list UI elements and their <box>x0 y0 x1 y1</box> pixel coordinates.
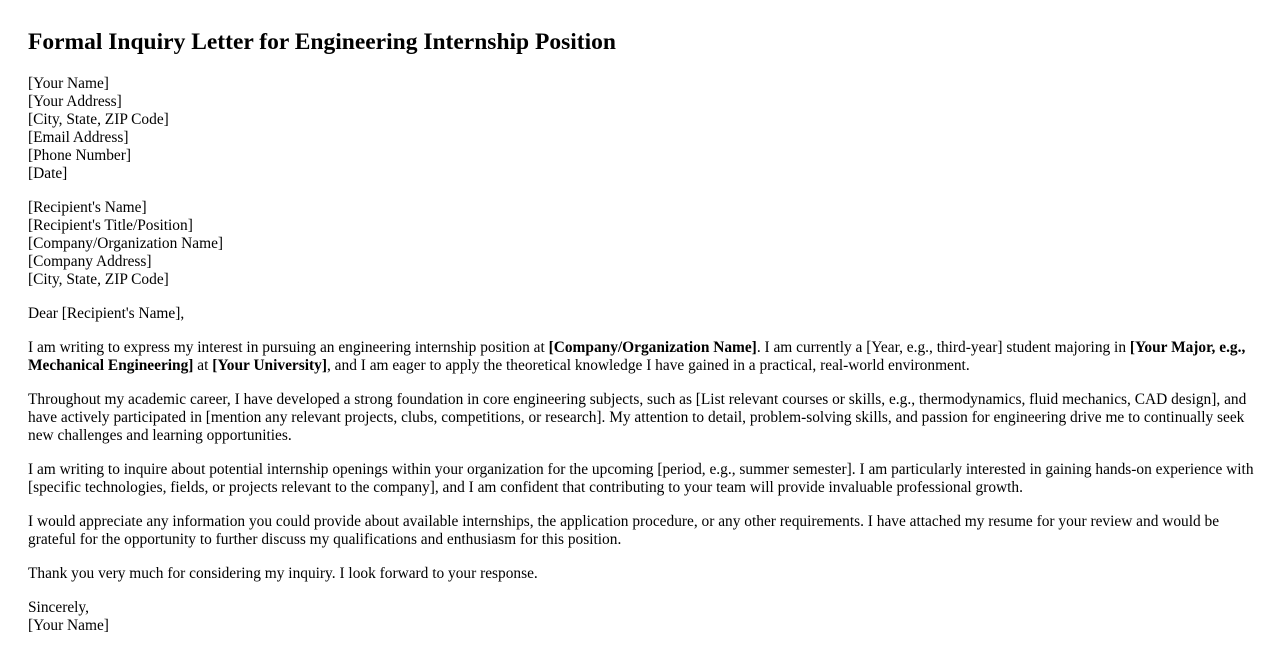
sender-email: [Email Address] <box>28 129 129 146</box>
paragraph-request: I would appreciate any information you could provide about available internships, the application procedure, or any other requirements. I have attached my resume for your review and would be grateful for the opportunity to further discuss my qualifications and enthusiasm for this position. <box>28 513 1220 548</box>
signature-block <box>28 599 1260 635</box>
university-bold: [Your University] <box>212 357 327 374</box>
para1-text-1: I am writing to express my interest in pursuing an engineering internship position at <box>28 339 549 356</box>
recipient-title: [Recipient's Title/Position] <box>28 217 193 234</box>
sender-name: [Your Name] <box>28 75 109 92</box>
para1-text-2: . I am currently a [Year, e.g., third-year] student majoring in <box>756 339 1130 356</box>
closing: Sincerely, <box>28 599 89 616</box>
sender-address-block <box>28 75 1260 183</box>
para1-text-3: at <box>193 357 213 374</box>
paragraph-background: Throughout my academic career, I have developed a strong foundation in core engineering subjects, such as [List relevant courses or skills, e.g., thermodynamics, fluid mechanics, CAD design], and have actively participated in [mention any relevant projects, clubs, competitions, or research]. My attention to detail, problem-solving skills, and passion for engineering drive me to continually seek new challenges and learning opportunities. <box>28 391 1247 444</box>
salutation: Dear [Recipient's Name], <box>28 305 185 322</box>
recipient-company: [Company/Organization Name] <box>28 235 224 252</box>
letter-date: [Date] <box>28 165 68 182</box>
recipient-address-block <box>28 199 1260 289</box>
signature-name: [Your Name] <box>28 617 109 634</box>
recipient-name: [Recipient's Name] <box>28 199 147 216</box>
sender-city-state-zip: [City, State, ZIP Code] <box>28 111 169 128</box>
para1-text-4: , and I am eager to apply the theoretical knowledge I have gained in a practical, real-world environment. <box>326 357 970 374</box>
page-title: Formal Inquiry Letter for Engineering Internship Position <box>28 29 616 55</box>
recipient-city-state-zip: [City, State, ZIP Code] <box>28 271 169 288</box>
paragraph-interest <box>28 339 1260 375</box>
major-bold: [Your Major, e.g., Mechanical Engineering] <box>28 339 1246 374</box>
paragraph-thanks: Thank you very much for considering my inquiry. I look forward to your response. <box>28 565 538 582</box>
sender-address: [Your Address] <box>28 93 122 110</box>
recipient-address: [Company Address] <box>28 253 152 270</box>
company-name-bold: [Company/Organization Name] <box>548 339 757 356</box>
sender-phone: [Phone Number] <box>28 147 132 164</box>
paragraph-inquiry: I am writing to inquire about potential internship openings within your organization for the upcoming [period, e.g., summer semester]. I am particularly interested in gaining hands-on experience with [specific technologies, fields, or projects relevant to the company], and I am confident that contributing to your team will provide invaluable professional growth. <box>28 461 1254 496</box>
